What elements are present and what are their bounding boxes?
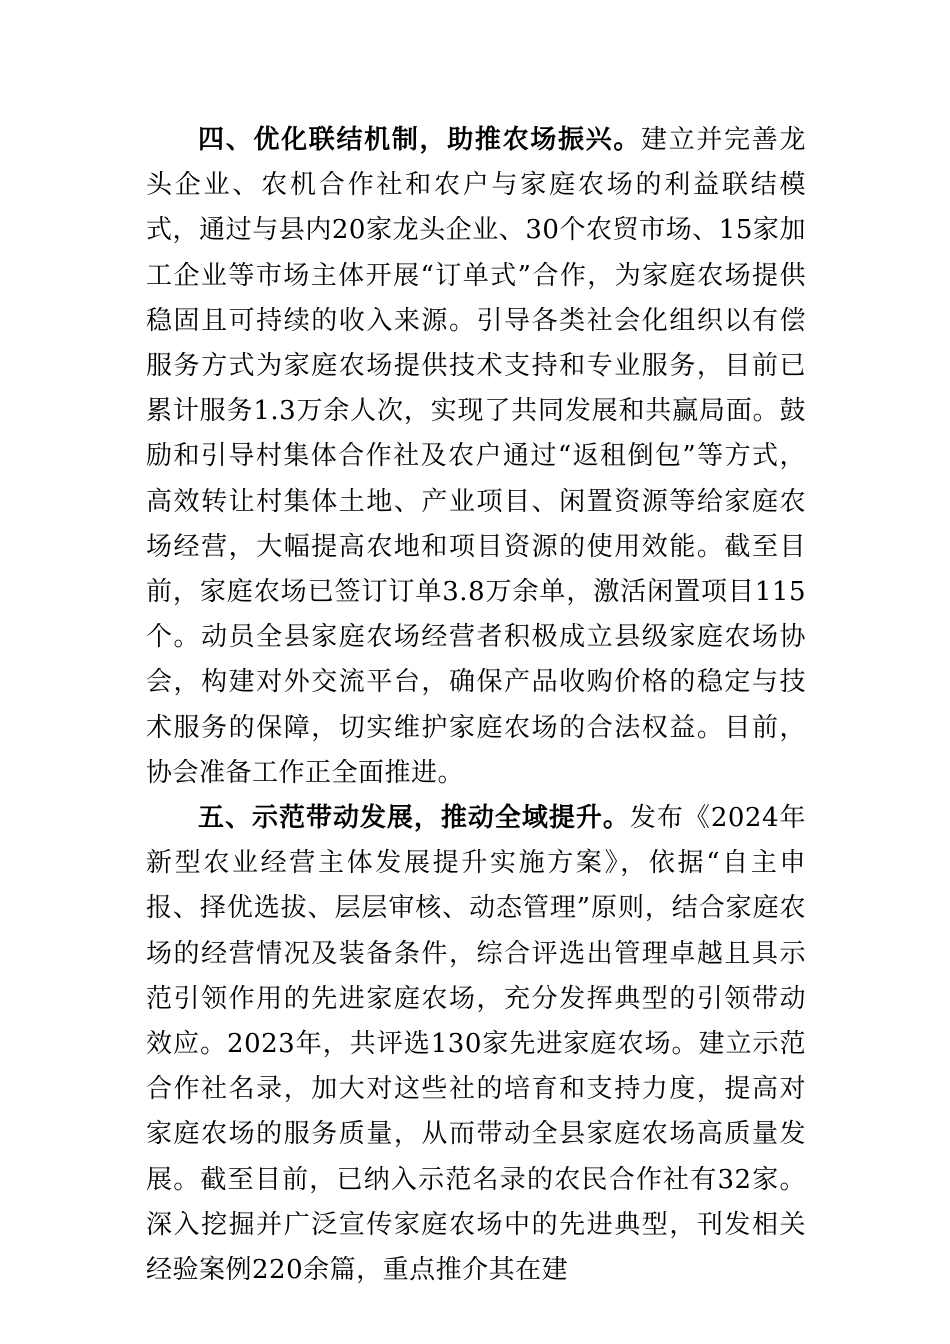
section-body-5: 发布《2024年新型农业经营主体发展提升实施方案》，依据“自主申报、择优选拔、层层审核、动态管理”原则，结合家庭农场的经营情况及装备条件，综合评选出管理卓越且具示范引领作用的先进家庭农场，充分发挥典型的引领带动效应。2023年，共评选130家先进家庭农场。建立示范合作社名录，加大对这些社的培育和支持力度，提高对家庭农场的服务质量，从而带动全县家庭农场高质量发展。截至目前，已纳入示范名录的农民合作社有32家。深入挖掘并广泛宣传家庭农场中的先进典型，刊发相关经验案例220余篇，重点推介其在建 [146,803,806,1286]
paragraph-section-5 [146,796,806,1293]
paragraph-section-4 [146,118,806,796]
section-body-4: 建立并完善龙头企业、农机合作社和农户与家庭农场的利益联结模式，通过与县内20家龙头企业、30个农贸市场、15家加工企业等市场主体开展“订单式”合作，为家庭农场提供稳固且可持续的收入来源。引导各类社会化组织以有偿服务方式为家庭农场提供技术支持和专业服务，目前已累计服务1.3万余人次，实现了共同发展和共赢局面。鼓励和引导村集体合作社及农户通过“返租倒包”等方式，高效转让村集体土地、产业项目、闲置资源等给家庭农场经营，大幅提高农地和项目资源的使用效能。截至目前，家庭农场已签订订单3.8万余单，激活闲置项目115个。动员全县家庭农场经营者积极成立县级家庭农场协会，构建对外交流平台，确保产品收购价格的稳定与技术服务的保障，切实维护家庭农场的合法权益。目前，协会准备工作正全面推进。 [146,125,806,788]
section-heading-4: 四、优化联结机制，助推农场振兴。 [198,125,642,155]
section-heading-5: 五、示范带动发展，推动全域提升。 [198,803,630,834]
document-page [146,118,806,1293]
